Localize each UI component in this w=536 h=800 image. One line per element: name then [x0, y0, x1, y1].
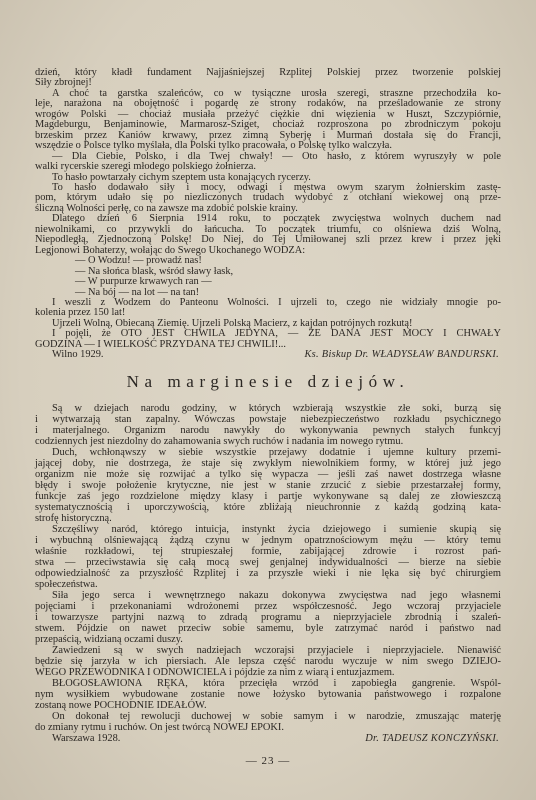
article-body	[35, 403, 501, 733]
text-line: To hasło powtarzały cichym szeptem usta konających rycerzy.	[52, 171, 311, 183]
text-line: WEGO PRZEWODNIKA I ODNOWICIELA i pójdzie za nim z wiarą i entuzjazmem.	[35, 667, 395, 678]
article-body	[35, 68, 501, 350]
paragraph	[35, 214, 501, 256]
text-line: brzeskim przez Kaniów krwawy, przez zimną Syberję i Murmań dostała się do Francji,	[35, 129, 501, 141]
paragraph	[35, 524, 501, 590]
signature-place-date: Wilno 1929.	[52, 349, 104, 361]
article-konczynski	[35, 403, 501, 744]
text-line: strofę historyczną.	[35, 513, 112, 524]
paragraph	[35, 447, 501, 524]
text-line: i wybuchną olśniewającą żądzą czynu w jednym opatrznościowym mężu — który temu	[35, 535, 501, 546]
text-line: Szczęśliwy naród, którego intuicja, instynkt życia dziejowego i sumienie skupią się	[52, 524, 501, 535]
signature-author: Ks. Biskup Dr. WŁADYSŁAW BANDURSKI.	[304, 349, 499, 361]
article-signature	[35, 350, 501, 360]
article-title: Na marginesie dziejów.	[126, 372, 410, 391]
text-line: — Dla Ciebie, Polsko, i dla Twej chwały! — Oto hasło, z którem wyruszyły w pole	[52, 150, 501, 162]
article-bandurski	[35, 68, 501, 361]
text-line: stwa — przeciwstawia się całą mocą swej genjalnej indywidualności — bierze na siebie	[35, 557, 501, 568]
text-line: Magdeburgu, Benjaminowie, Marmarosz-Sziget, chociaż rozproszona po zbrodniczym pokoju	[35, 119, 501, 131]
paragraph	[35, 711, 501, 733]
text-line: pom, którym udało się po niezliczonych trudach wydobyć z otchłani wiekowej oną prze-	[35, 192, 501, 204]
text-line: śliczną Wolności perłę, co na zawsze ma zdobić polskie krainy.	[35, 202, 298, 214]
text-line: kolenia przez 150 lat!	[35, 307, 126, 319]
text-line: pojęciami i przekonaniami wdrożonemi przez współczesność. Jego wczoraj przyjaciele	[35, 601, 501, 612]
text-line: do zmiany rytmu i ruchów. On jest twórcą NOWEJ EPOKI.	[35, 722, 284, 733]
paragraph	[35, 678, 501, 711]
text-line: przepaścią, widzianą oczami duszy.	[35, 634, 183, 645]
text-line: A choć ta garstka szaleńców, co w tysiączne urosła szeregi, straszne przechodziła ko-	[52, 87, 501, 99]
paragraph	[35, 68, 501, 89]
paragraph	[35, 329, 501, 350]
verse-line: — Na słońca blask, wśród sławy łask,	[75, 265, 234, 277]
text-line: funkcje zaś jego rozdzielone między klasy i partje wykonywane są dalej ze złowieszczą	[35, 491, 501, 502]
paragraph	[35, 298, 501, 319]
text-line: Niepodległą, Zjednoczoną Polskę! Do Niej, do Tej Umiłowanej szli przez krew i przez jęki	[35, 234, 501, 246]
text-line: Ujrzeli Wolną, Obiecaną Ziemię. Ujrzeli Polską Macierz, z kajdan potrójnych rozkutą!	[52, 317, 413, 329]
text-line: Zawiedzeni są w swych nadziejach wczorajsi przyjaciele i nieprzyjaciele. Nienawiść	[52, 645, 501, 656]
text-line: odpowiedzialność za przyszłość Rzplitej i za przyszłe wieki i nie lęka się być chirurgiem	[35, 568, 501, 579]
text-line: On dokonał tej rewolucji duchowej w sobie samym i w narodzie, zmuszając materję	[52, 711, 501, 722]
text-line: Duch, wchłonąwszy w siebie wszystkie przejawy dodatnie i ujemne kultury przemi-	[52, 447, 501, 458]
text-line: społeczeństwa.	[35, 579, 98, 590]
text-line: Legjonowi Bohaterzy, wołając do Swego Ukochanego WODZA:	[35, 244, 306, 256]
verse-line: — W purpurze krwawych ran —	[75, 276, 212, 288]
text-line: Siły zbrojnej!	[35, 77, 92, 89]
text-line: organizm nie może się rozwijać a tylko się wypacza — jeśli zaś nawet dostrzega własne	[35, 469, 501, 480]
text-line: Dlatego dzień 6 Sierpnia 1914 roku, to początek zwycięstwa wolnych duchem nad	[52, 213, 501, 225]
text-line: będzie się jarzyła w ich piersiach. Ale lepsza część narodu wyczuje w nim swego DZIEJO-	[35, 656, 501, 667]
text-line: BŁOGOSŁAWIONA RĘKA, która przecięła wrzód i zapobiegła gangrenie. Wspól-	[52, 678, 501, 689]
verse-stanza	[35, 256, 501, 298]
text-line: wszędzie o Polsce tylko myślała, dla Polski tylko pracowała, o Polskę tylko walczyła.	[35, 140, 392, 152]
text-line: I weszli z Wodzem do Panteonu Wolności. I ujrzeli to, czego nie widziały mnogie po-	[52, 296, 501, 308]
paragraph	[35, 403, 501, 447]
text-line: systematycznością i uporczywością, które zbliżają nieuchronnie z każdą godziną kata-	[35, 502, 501, 513]
paragraph	[35, 152, 501, 173]
page-number: — 23 —	[245, 755, 291, 767]
text-line: jającej doby, nie dostrzega, że staje się zwykłym niewolnikiem formy, w której już jego	[35, 458, 501, 469]
text-line: błędy i swoje położenie krytyczne, nie jest w stanie zrzucić z siebie przestarzałej formy,	[35, 480, 501, 491]
text-line: To hasło dodawało siły i mocy, odwagi i męstwa owym szarym żołnierskim zastę-	[52, 181, 501, 193]
text-line: Są w dziejach narodu godziny, w których wzbierają wszystkie złe soki, burzą się	[52, 403, 501, 414]
text-line: walki rycerskie szeregi młodego polskiego żołnierza.	[35, 161, 257, 173]
text-line: i materjalnego. Organizm narodu nawykły do wykonywania pewnych stałych funkcyj	[35, 425, 501, 436]
text-line: Siła jego serca i wewnętrznego nakazu dokonywa zwycięstwa nad jego własnemi	[52, 590, 501, 601]
text-line: nym wysiłkiem wybudowane zostanie nowe łożysko bytowania państwowego i rozpalone	[35, 689, 501, 700]
paragraph	[35, 645, 501, 678]
text-line: stwem. Pójdzie on nawet przeciw sobie samemu, byle zatrzymać naród i państwo nad	[35, 623, 501, 634]
text-line: codziennych jest niezdolny do zahamowania swych ruchów i nadania im nowego rytmu.	[35, 436, 404, 447]
text-line: zostaną nowe POCHODNIE IDEAŁÓW.	[35, 700, 207, 711]
paragraph	[35, 89, 501, 152]
text-line: wrogów Polski — chociaż musiała przeżyć ciężkie dni więzienia w Huszt, Szczypiórnie,	[35, 108, 501, 120]
signature-author: Dr. TADEUSZ KONCZYŃSKI.	[365, 733, 499, 744]
text-line: leje, narażona na obojętność i pogardę ze strony rodaków, na prześladowanie ze strony	[35, 98, 501, 110]
verse-line: — O Wodzu! — prowadź nas!	[75, 255, 202, 267]
text-line: właśnie rozkładowi, tej strupieszałej formie, zabijającej zdrowie i rozrost pań-	[35, 546, 501, 557]
paragraph	[35, 183, 501, 214]
text-line: i wytwarzają stan zapalny. Wówczas powstaje niebezpieczeństwo rozkładu psychicznego	[35, 414, 501, 425]
paragraph	[35, 590, 501, 645]
text-line: i towarzysze partyjni nazwą to zdradą programu a nieprzyjaciele zbrodnią i szaleń-	[35, 612, 501, 623]
text-line: dzień, który kładł fundament Najjaśniejszej Rzplitej Polskiej przez tworzenie polskiej	[35, 67, 501, 78]
text-line: niewolnikami, co przywykli do łańcucha. To początek triumfu, co olśniewa dziś Wolną,	[35, 223, 501, 235]
article-signature	[35, 733, 501, 744]
text-line: I pojęli, że OTO JEST CHWILA JEDYNA, — ŻE DANA JEST MOCY I CHWAŁY	[52, 328, 501, 340]
signature-place-date: Warszawa 1928.	[52, 733, 121, 744]
text-line: GODZINA — I WIELKOŚĆ PRZYDANA TEJ CHWILI!...	[35, 338, 286, 350]
verse-line: — Na bój — na lot — na tan!	[75, 286, 200, 298]
